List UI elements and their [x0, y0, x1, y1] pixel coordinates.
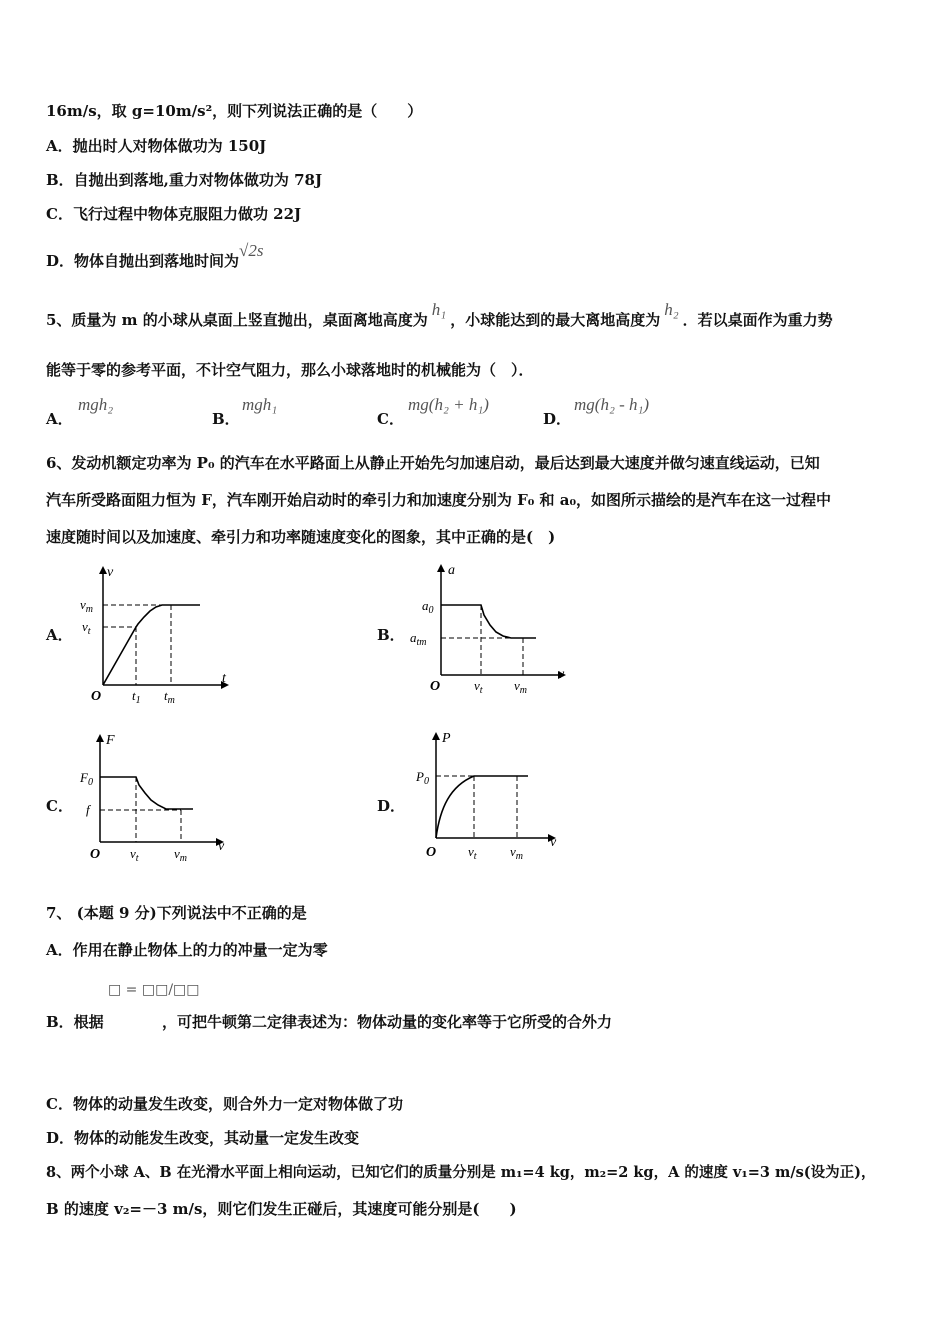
q7-stem: 7、 (本题 9 分)下列说法中不正确的是 — [46, 904, 307, 922]
q4-option-d-text: D．物体自抛出到落地时间为 — [46, 252, 240, 270]
q6-graph-a — [76, 560, 236, 705]
q5-option-c-math: mg(h₂ + h₁) — [408, 395, 489, 414]
q6-graph-d — [406, 726, 576, 866]
q6-graph-a-label: A． — [46, 626, 73, 644]
q6-graph-b-xtick-vm: $v_m$ — [514, 678, 528, 696]
q6-graph-c-label: C． — [46, 797, 73, 815]
q6-graph-c-ytick-f0: $F_0$ — [80, 770, 93, 788]
q7-option-d: D．物体的动能发生改变，其动量一定发生改变 — [46, 1129, 360, 1147]
q6-graph-b-label: B． — [377, 626, 405, 644]
q6-graph-d-y-axis: P — [442, 731, 451, 746]
q6-graph-a-ytick-vt: $v_t$ — [82, 619, 91, 637]
q6-graph-b — [406, 560, 576, 700]
q6-graph-c-xtick-vt: $v_t$ — [130, 846, 139, 864]
q6-graph-d-origin: O — [426, 845, 437, 860]
q4-option-d — [46, 241, 264, 271]
q6-graph-c-xtick-vm: $v_m$ — [174, 846, 188, 864]
q5-h1: h₁ — [431, 300, 447, 319]
q7-option-a: A．作用在静止物体上的力的冲量一定为零 — [46, 941, 328, 959]
q5-option-d-math: mg(h₂ - h₁) — [574, 395, 650, 414]
q6-graph-a-xtick-t1: $t_1$ — [132, 688, 141, 705]
q6-graph-c-origin: O — [90, 847, 101, 862]
q8-line1: 8、两个小球 A、B 在光滑水平面上相向运动，已知它们的质量分别是 m₁=4 kg，m₂=2 kg，A 的速度 v₁=3 m/s(设为正)， — [46, 1164, 876, 1181]
q6-graph-b-xtick-vt: $v_t$ — [474, 678, 483, 696]
q7-option-b-label: B．根据 — [46, 1013, 104, 1031]
q6-graph-c-y-axis: F — [106, 733, 115, 748]
q6-graph-a-x-axis: t — [222, 671, 226, 686]
q6-graph-a-ytick-vm: $v_m$ — [80, 597, 94, 615]
q5-text-b: ，小球能达到的最大离地高度为 — [450, 311, 661, 329]
q6-graph-b-origin: O — [430, 679, 441, 694]
q7-option-c: C．物体的动量发生改变，则合外力一定对物体做了功 — [46, 1095, 403, 1113]
q4-option-c: C．飞行过程中物体克服阻力做功 22J — [46, 205, 302, 223]
q6-graph-b-x-axis: v — [558, 667, 565, 682]
q6-graph-c — [76, 730, 236, 870]
q5-option-b-label: B． — [212, 410, 240, 428]
q7-option-b-rest: ，可把牛顿第二定律表述为：物体动量的变化率等于它所受的合外力 — [162, 1013, 613, 1031]
q5-option-a-label: A． — [46, 410, 73, 428]
q6-graph-d-xtick-vm: $v_m$ — [510, 844, 524, 862]
q6-line3: 速度随时间以及加速度、牵引力和功率随速度变化的图象，其中正确的是( ) — [46, 528, 556, 546]
q5-option-c-label: C． — [377, 410, 404, 428]
q5-text-c: ．若以桌面作为重力势 — [682, 311, 833, 329]
q5-option-d-label: D． — [543, 410, 572, 428]
q6-graph-d-x-axis: v — [550, 835, 557, 850]
q6-graph-c-x-axis: v — [218, 839, 225, 854]
q6-graph-b-ytick-a0: $a_0$ — [422, 598, 434, 616]
q6-graph-d-ytick-p0: $P_0$ — [416, 769, 429, 787]
q6-line2: 汽车所受路面阻力恒为 F，汽车刚开始启动时的牵引力和加速度分别为 F₀ 和 a₀，如图所示描绘的是汽车在这一过程中 — [46, 491, 832, 509]
q5-line2: 能等于零的参考平面，不计空气阻力，那么小球落地时的机械能为（ ）． — [46, 361, 534, 379]
q6-graph-d-label: D． — [377, 797, 406, 815]
q4-option-b: B．自抛出到落地,重力对物体做功为 78J — [46, 171, 323, 189]
q5-line1 — [46, 300, 833, 330]
q4-option-a: A．抛出时人对物体做功为 150J — [46, 137, 267, 155]
q8-line2: B 的速度 v₂=－3 m/s，则它们发生正碰后，其速度可能分别是( ) — [46, 1200, 517, 1218]
q6-graph-d-xtick-vt: $v_t$ — [468, 844, 477, 862]
q6-graph-c-ytick-f: f — [86, 802, 90, 817]
q5-h2: h₂ — [664, 300, 679, 319]
q5-text-a: 5、质量为 m 的小球从桌面上竖直抛出，桌面离地高度为 — [46, 311, 428, 329]
q6-graph-b-y-axis: a — [448, 563, 455, 578]
q5-option-b-math: mgh₁ — [242, 395, 278, 414]
q6-graph-a-xtick-tm: $t_m$ — [164, 688, 175, 705]
q4-stem-end: 16m/s，取 g=10m/s²，则下列说法正确的是（ ） — [46, 102, 423, 120]
q4-option-d-math: √2s — [239, 241, 264, 260]
q6-line1: 6、发动机额定功率为 P₀ 的汽车在水平路面上从静止开始先匀加速启动，最后达到最大速度并做匀速直线运动，已知 — [46, 454, 820, 472]
q6-graph-a-y-axis: v — [107, 565, 114, 580]
q6-graph-b-ytick-atm: $a_{tm}$ — [410, 630, 427, 648]
q7-option-b-formula: □ = □□/□□ — [108, 982, 200, 998]
q6-graph-a-origin: O — [91, 689, 102, 704]
q5-option-a-math: mgh₂ — [78, 395, 114, 414]
